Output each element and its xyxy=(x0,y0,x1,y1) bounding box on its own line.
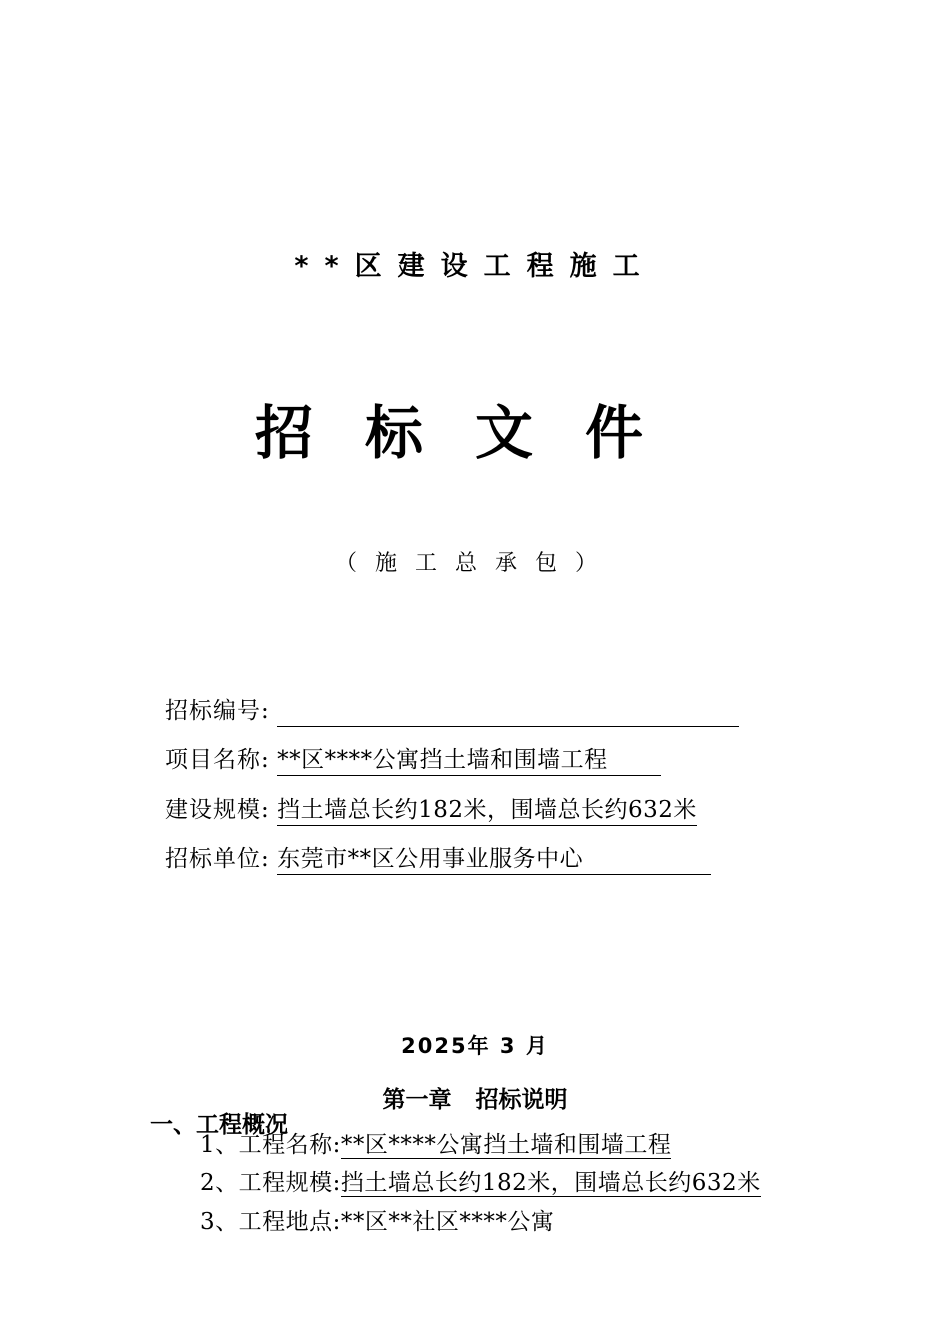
field-label: 建设规模: xyxy=(165,797,270,823)
item-label: 3、工程地点: xyxy=(200,1209,341,1235)
section-heading: 一、工程概况 xyxy=(150,1112,288,1138)
document-subtitle: （施工总承包） xyxy=(334,551,615,576)
chapter-title: 招标说明 xyxy=(475,1087,568,1113)
field-construction-scale xyxy=(165,795,697,826)
chapter-heading xyxy=(0,1081,950,1114)
field-value: **区****公寓挡土墙和围墙工程 xyxy=(277,745,661,776)
field-value: 挡土墙总长约182米，围墙总长约632米 xyxy=(277,795,697,826)
field-value: 东莞市**区公用事业服务中心 xyxy=(277,844,711,875)
field-label: 项目名称: xyxy=(165,747,270,773)
item-label: 2、工程规模: xyxy=(200,1170,341,1196)
field-tender-number xyxy=(165,696,739,727)
field-project-name xyxy=(165,745,661,776)
document-date: 2025年 3 月 xyxy=(401,1034,549,1058)
item-label: 1、工程名称: xyxy=(200,1132,341,1158)
item-value: 挡土墙总长约182米，围墙总长约632米 xyxy=(340,1170,761,1196)
item-value: **区**社区****公寓 xyxy=(340,1209,555,1235)
field-tendering-unit xyxy=(165,844,711,875)
chapter-number: 第一章 xyxy=(382,1087,452,1113)
list-item xyxy=(200,1130,671,1160)
item-value: **区****公寓挡土墙和围墙工程 xyxy=(340,1132,672,1158)
field-label: 招标单位: xyxy=(165,846,270,872)
document-title: 招标文件 xyxy=(254,399,695,467)
field-value xyxy=(277,696,739,727)
document-header: **区建设工程施工 xyxy=(294,251,656,282)
list-item xyxy=(200,1168,761,1198)
field-label: 招标编号: xyxy=(165,698,270,724)
list-item xyxy=(200,1207,554,1237)
